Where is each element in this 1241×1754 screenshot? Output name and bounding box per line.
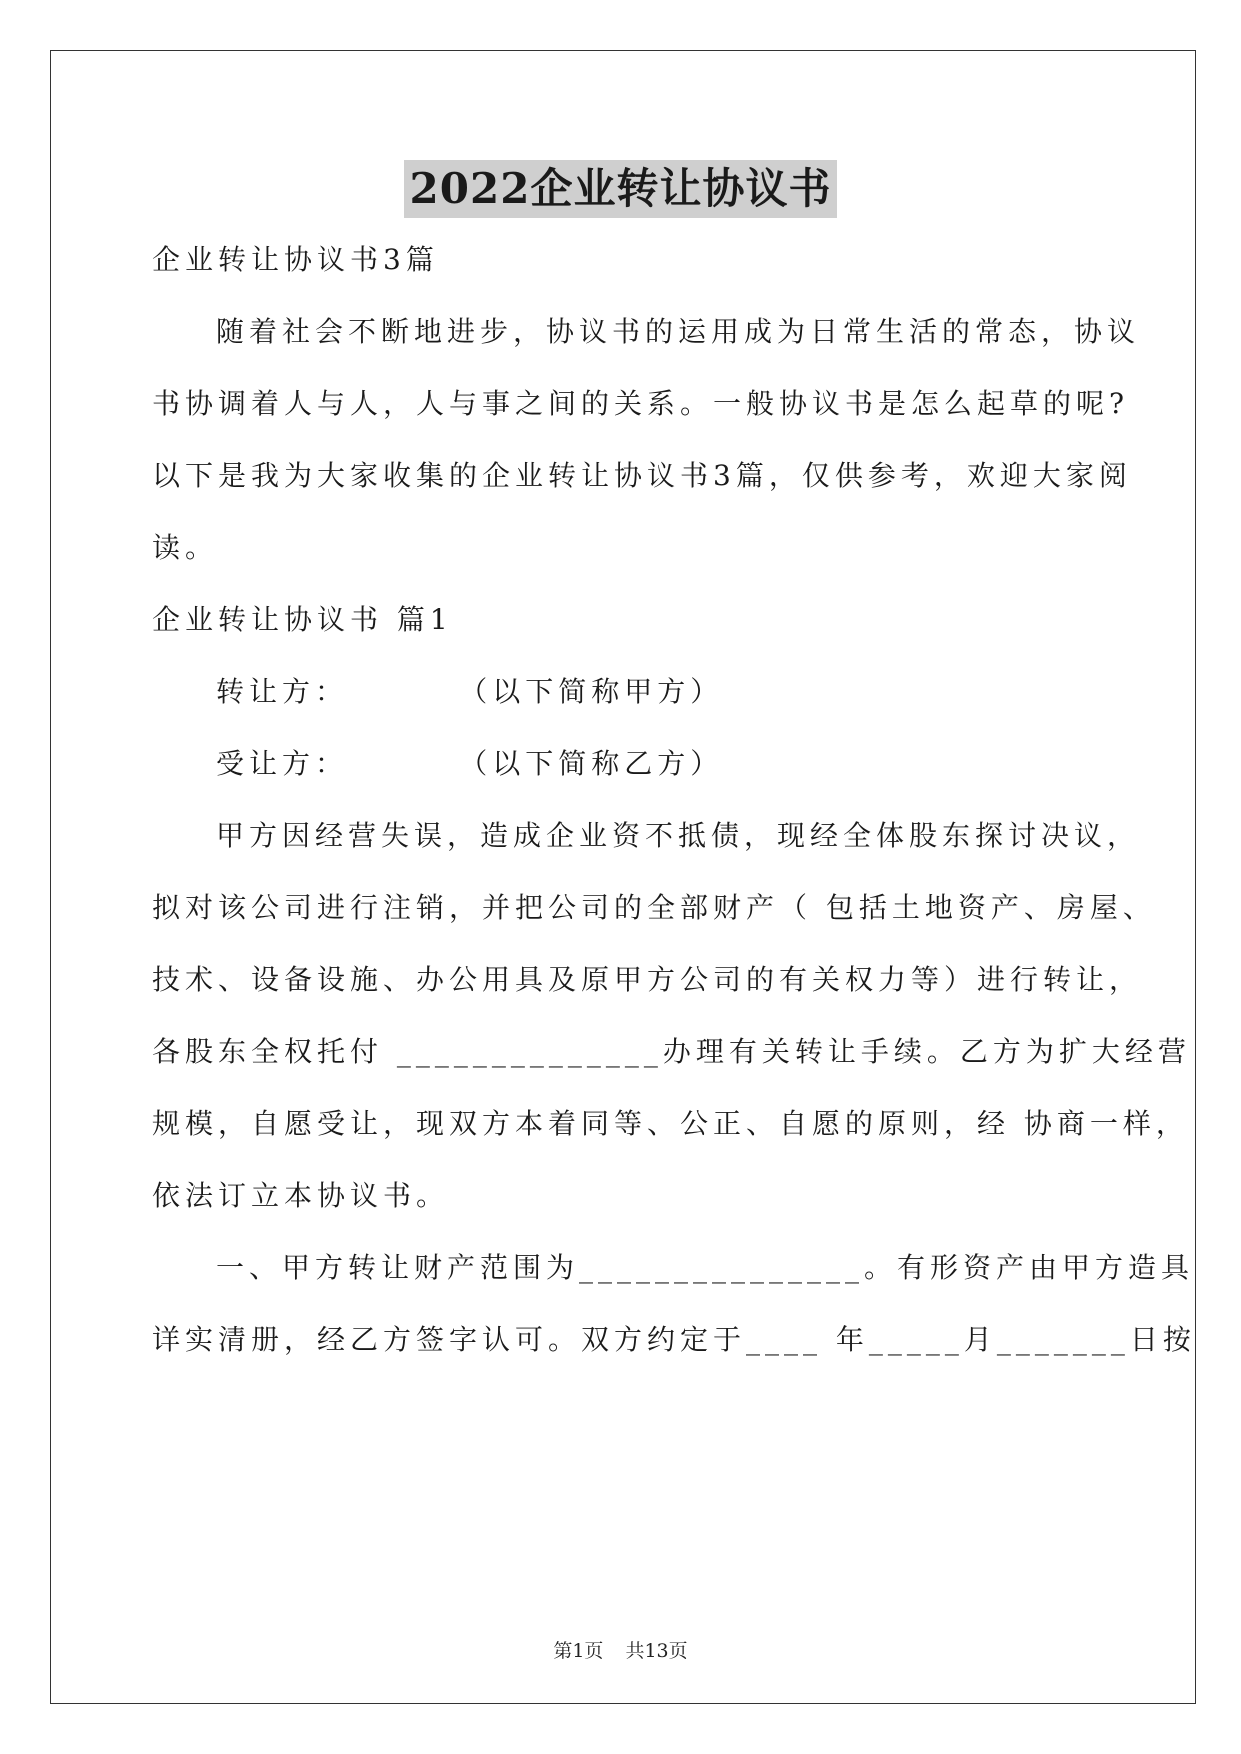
paragraph-line: 详实清册，经乙方签字认可。双方约定于____ 年_____月_______日按 bbox=[152, 1323, 1196, 1356]
paragraph-line: 以下是我为大家收集的企业转让协议书3篇，仅供参考，欢迎大家阅 bbox=[152, 459, 1132, 492]
page-total: 共13页 bbox=[625, 1640, 688, 1662]
paragraph-line: 技术、设备设施、办公用具及原甲方公司的有关权力等）进行转让， bbox=[152, 963, 1143, 996]
document-title-wrap bbox=[0, 160, 1241, 218]
paragraph-line: 一、甲方转让财产范围为_______________。有形资产由甲方造具 bbox=[216, 1251, 1195, 1284]
paragraph-line: 各股东全权托付 ______________办理有关转让手续。乙方为扩大经营 bbox=[152, 1035, 1191, 1068]
transferee-line: 受让方： （以下简称乙方） bbox=[216, 747, 724, 780]
paragraph-line: 规模，自愿受让，现双方本着同等、公正、自愿的原则，经 协商一样， bbox=[152, 1107, 1189, 1140]
paragraph-line: 依法订立本协议书。 bbox=[152, 1179, 450, 1212]
paragraph-line: 读。 bbox=[152, 531, 219, 564]
document-title: 2022企业转让协议书 bbox=[404, 160, 838, 218]
page-border bbox=[50, 50, 1196, 1704]
paragraph-line: 甲方因经营失误，造成企业资不抵债，现经全体股东探讨决议， bbox=[216, 819, 1141, 852]
page-number: 第1页 bbox=[553, 1640, 604, 1662]
paragraph-line: 书协调着人与人，人与事之间的关系。一般协议书是怎么起草的呢? bbox=[152, 387, 1130, 420]
paragraph-line: 随着社会不断地进步，协议书的运用成为日常生活的常态，协议 bbox=[216, 315, 1141, 348]
transferor-line: 转让方： （以下简称甲方） bbox=[216, 675, 724, 708]
subtitle-line: 企业转让协议书3篇 bbox=[152, 243, 439, 276]
page-footer bbox=[0, 1636, 1241, 1663]
paragraph-line: 拟对该公司进行注销，并把公司的全部财产（ 包括土地资产、房屋、 bbox=[152, 891, 1156, 924]
section-heading: 企业转让协议书 篇1 bbox=[152, 603, 453, 636]
